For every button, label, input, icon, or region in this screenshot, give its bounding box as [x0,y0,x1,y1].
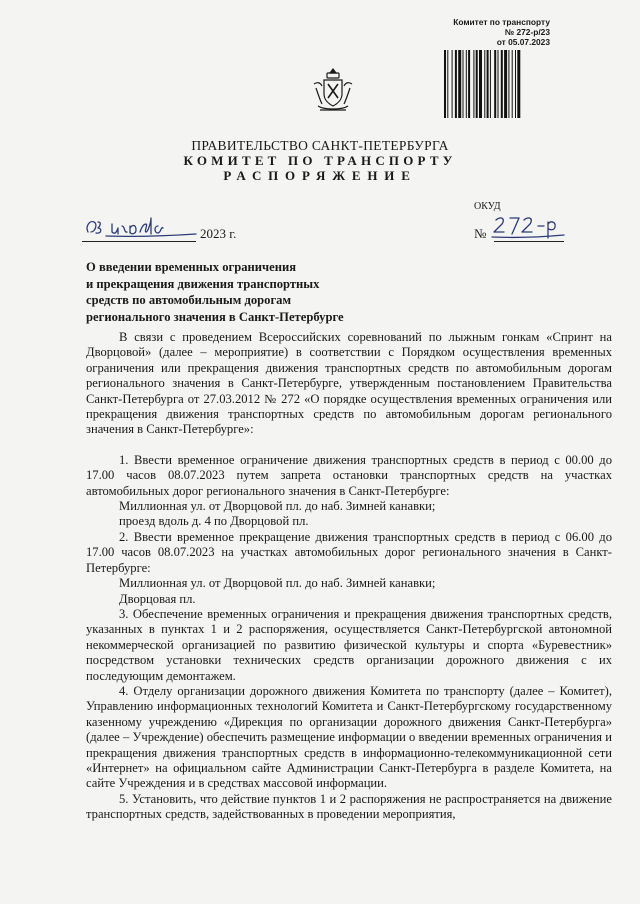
subject-line: и прекращения движения транспортных [86,276,320,291]
subject-line: регионального значения в Санкт-Петербурге [86,309,344,324]
document-date [82,226,236,242]
subject-line: средств по автомобильным дорогам [86,293,292,307]
document-number [474,226,564,242]
stamp-line-1: Комитет по транспорту [453,17,550,27]
document-type-title: РАСПОРЯЖЕНИЕ [223,168,417,183]
preamble-paragraph: В связи с проведением Всероссийских соревнований по лыжным гонкам «Спринт на Дворцовой» (далее – мероприятие) в соответствии с Порядком осуществления временных ограничения или прекращения движения транспортных средств по автомобильным дорогам регионального значения в Санкт-Петербурге, утвержденным постановлением Правительства Санкт-Петербурга от 27.03.2012 № 272 «О порядке осуществления временных ограничения или прекращения движения транспортных средств по автомобильным дорогам регионального значения в Санкт-Петербурге»: [86,330,612,437]
document-body [86,330,612,823]
clause-4: 4. Отделу организации дорожного движения Комитета по транспорту (далее – Комитет), Управлению информационных технологий Комитета и Санкт-Петербургскому государственному казенному учреждению «Дирекция по организации дорожного движения Санкт-Петербурга» (далее – Учреждение) обеспечить размещение информации о введении временных ограничения и прекращения движения транспортных средств в информационно-телекоммуникационной сети «Интернет» на официальном сайте Администрации Санкт-Петербурга в разделе Комитета, на сайте Учреждения и в средствах массовой информации. [86,683,612,791]
okud-label: ОКУД [474,201,501,212]
clause-2-road-a: Миллионная ул. от Дворцовой пл. до наб. Зимней канавки; [119,576,436,591]
date-year: 2023 г. [200,226,237,241]
clause-2-road-b: Дворцовая пл. [119,591,196,606]
number-prefix: № [474,226,487,241]
stamp-line-3: от 05.07.2023 [496,37,550,47]
handwritten-number [490,210,568,242]
clause-3: 3. Обеспечение временных ограничения и прекращения движения транспортных средств, указанных в пунктах 1 и 2 распоряжения, осуществляется Санкт-Петербургской автономной некоммерческой организацией по развитию физической культуры и спорта «Буревестник» посредством установки технических средств организации дорожного движения с их последующим демонтажем. [86,606,612,683]
registration-stamp [442,17,550,47]
committee-title: КОМИТЕТ ПО ТРАНСПОРТУ [183,153,457,168]
document-subject [86,259,344,325]
clause-2: 2. Ввести временное прекращение движения транспортных средств в период с 06.00 до 17.00 часов 08.07.2023 на участках автомобильных дорог регионального значения в Санкт-Петербурге: [86,529,612,575]
coat-of-arms-icon [312,66,354,116]
stamp-line-2: № 272-р/23 [504,27,550,37]
clause-1-road-b: проезд вдоль д. 4 по Дворцовой пл. [119,514,309,529]
government-title: ПРАВИТЕЛЬСТВО САНКТ-ПЕТЕРБУРГА [191,138,449,153]
subject-line: О введении временных ограничения [86,260,297,274]
handwritten-date [82,212,200,242]
clause-1: 1. Ввести временное ограничение движения транспортных средств в период с 00.00 до 17.00 часов 08.07.2023 путем запрета остановки транспортных средств на участках автомобильных дорог регионального значения в Санкт-Петербурге: [86,452,612,498]
barcode-icon [444,50,546,118]
clause-5: 5. Установить, что действие пунктов 1 и 2 распоряжения не распространяется на движение транспортных средств, задействованных в проведении мероприятия, [86,791,612,822]
clause-1-road-a: Миллионная ул. от Дворцовой пл. до наб. Зимней канавки; [119,499,436,514]
